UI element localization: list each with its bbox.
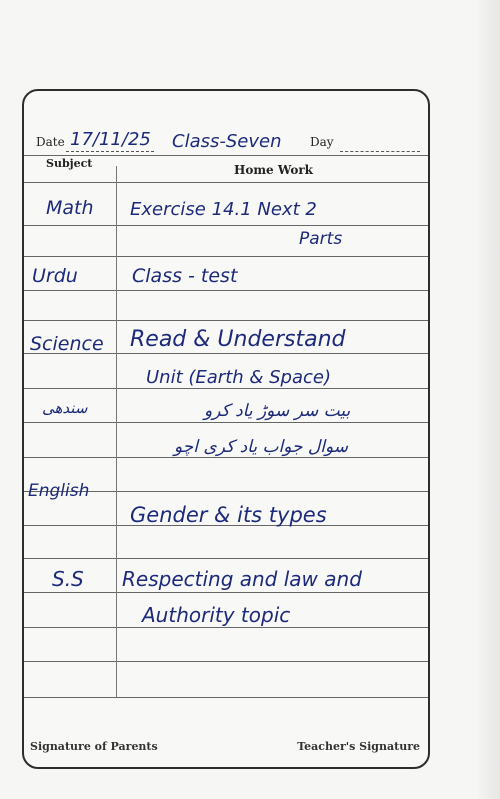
homework-sindhi-line1: بیت سر سوڑ یاد کرو — [204, 401, 351, 421]
page-edge-shadow — [478, 0, 500, 799]
date-value: 17/11/25 — [70, 129, 151, 150]
rule-line — [24, 256, 428, 257]
subject-urdu: Urdu — [32, 265, 78, 287]
rule-line — [24, 155, 428, 156]
day-blank-line — [340, 151, 420, 152]
homework-ss-line2: Authority topic — [142, 603, 291, 627]
column-divider — [116, 166, 117, 698]
homework-science-line2: Unit (Earth & Space) — [146, 367, 332, 388]
day-label: Day — [310, 135, 334, 149]
homework-math-line1: Exercise 14.1 Next 2 — [130, 199, 317, 220]
rule-line — [24, 627, 428, 628]
rule-line — [24, 320, 428, 321]
rule-line — [24, 592, 428, 593]
rule-line — [24, 697, 428, 698]
homework-urdu: Class - test — [132, 265, 238, 287]
homework-science-line1: Read & Understand — [130, 327, 346, 352]
rule-line — [24, 225, 428, 226]
homework-sindhi-line2: سوال جواب یاد کری اچو — [174, 437, 349, 457]
homework-header: Home Work — [234, 163, 313, 177]
rule-line — [24, 182, 428, 183]
date-blank-line — [66, 151, 154, 152]
class-value: Class-Seven — [172, 131, 282, 152]
subject-math: Math — [46, 197, 94, 219]
teacher-signature-label: Teacher's Signature — [297, 740, 420, 753]
rule-line — [24, 422, 428, 423]
rule-line — [24, 558, 428, 559]
rule-line — [24, 661, 428, 662]
subject-sindhi: سندھی — [42, 399, 88, 417]
subject-ss: S.S — [52, 567, 84, 591]
subject-science: Science — [30, 333, 104, 355]
subject-english: English — [28, 481, 90, 501]
date-label: Date — [36, 135, 65, 149]
homework-math-line2: Parts — [299, 229, 343, 249]
parents-signature-label: Signature of Parents — [30, 740, 158, 753]
homework-card — [22, 89, 430, 769]
rule-line — [24, 388, 428, 389]
rule-line — [24, 290, 428, 291]
rule-line — [24, 457, 428, 458]
homework-english: Gender & its types — [130, 503, 327, 527]
subject-header: Subject — [46, 157, 93, 170]
homework-ss-line1: Respecting and law and — [122, 567, 362, 591]
